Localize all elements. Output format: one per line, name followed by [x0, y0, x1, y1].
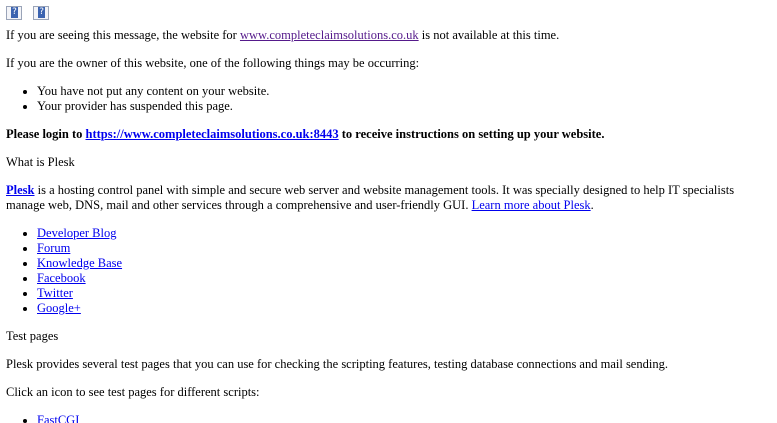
- broken-image-icon: [33, 6, 49, 20]
- list-item: [37, 413, 772, 423]
- intro-suffix: is not available at this time.: [418, 28, 560, 42]
- plesk-link[interactable]: Plesk: [6, 183, 35, 197]
- knowledge-base-link[interactable]: Knowledge Base: [37, 256, 123, 270]
- test-pages-description: Plesk provides several test pages that you can use for checking the scripting features, testing database connections and mail sending.: [6, 357, 668, 371]
- login-link[interactable]: https://www.completeclaimsolutions.co.uk:8443: [85, 127, 339, 141]
- list-item: [37, 226, 772, 241]
- plesk-description: [6, 183, 772, 213]
- plesk-description-text: is a hosting control panel with simple and secure web server and website management tools. It was specially designed to help IT specialists manage web, DNS, mail and other services through a comprehensive and user-friendly GUI.: [6, 183, 735, 212]
- page-content: [6, 6, 772, 423]
- reason-item: • Your provider has suspended this page.: [37, 99, 772, 114]
- owner-paragraph: If you are the owner of this website, one of the following things may be occurring:: [6, 56, 420, 70]
- intro-paragraph: [6, 28, 772, 43]
- website-link[interactable]: www.completeclaimsolutions.co.uk: [239, 28, 419, 42]
- scripts-list: [6, 413, 772, 423]
- forum-link[interactable]: Forum: [37, 241, 71, 255]
- twitter-link[interactable]: Twitter: [37, 286, 73, 300]
- icon-row: [6, 6, 772, 22]
- intro-prefix: If you are seeing this message, the website for: [6, 28, 240, 42]
- facebook-link[interactable]: Facebook: [37, 271, 86, 285]
- list-item: [37, 271, 772, 286]
- resource-links-list: [6, 226, 772, 316]
- login-paragraph: [6, 127, 772, 142]
- broken-image-icon: [6, 6, 22, 20]
- click-icon-text: Click an icon to see test pages for different scripts:: [6, 385, 260, 399]
- fastcgi-link[interactable]: FastCGI: [37, 413, 80, 423]
- reason-item: • You have not put any content on your website.: [37, 84, 772, 99]
- developer-blog-link[interactable]: Developer Blog: [37, 226, 117, 240]
- list-item: [37, 286, 772, 301]
- list-item: [37, 301, 772, 316]
- list-item: [37, 256, 772, 271]
- learn-more-link[interactable]: Learn more about Plesk: [471, 198, 591, 212]
- test-pages-heading: Test pages: [6, 329, 59, 343]
- period: .: [590, 198, 594, 212]
- login-prefix: Please login to: [6, 127, 86, 141]
- reasons-list: [6, 84, 772, 114]
- list-item: [37, 241, 772, 256]
- login-suffix: to receive instructions on setting up your website.: [338, 127, 605, 141]
- what-is-plesk-heading: What is Plesk: [6, 155, 75, 169]
- google-plus-link[interactable]: Google+: [37, 301, 81, 315]
